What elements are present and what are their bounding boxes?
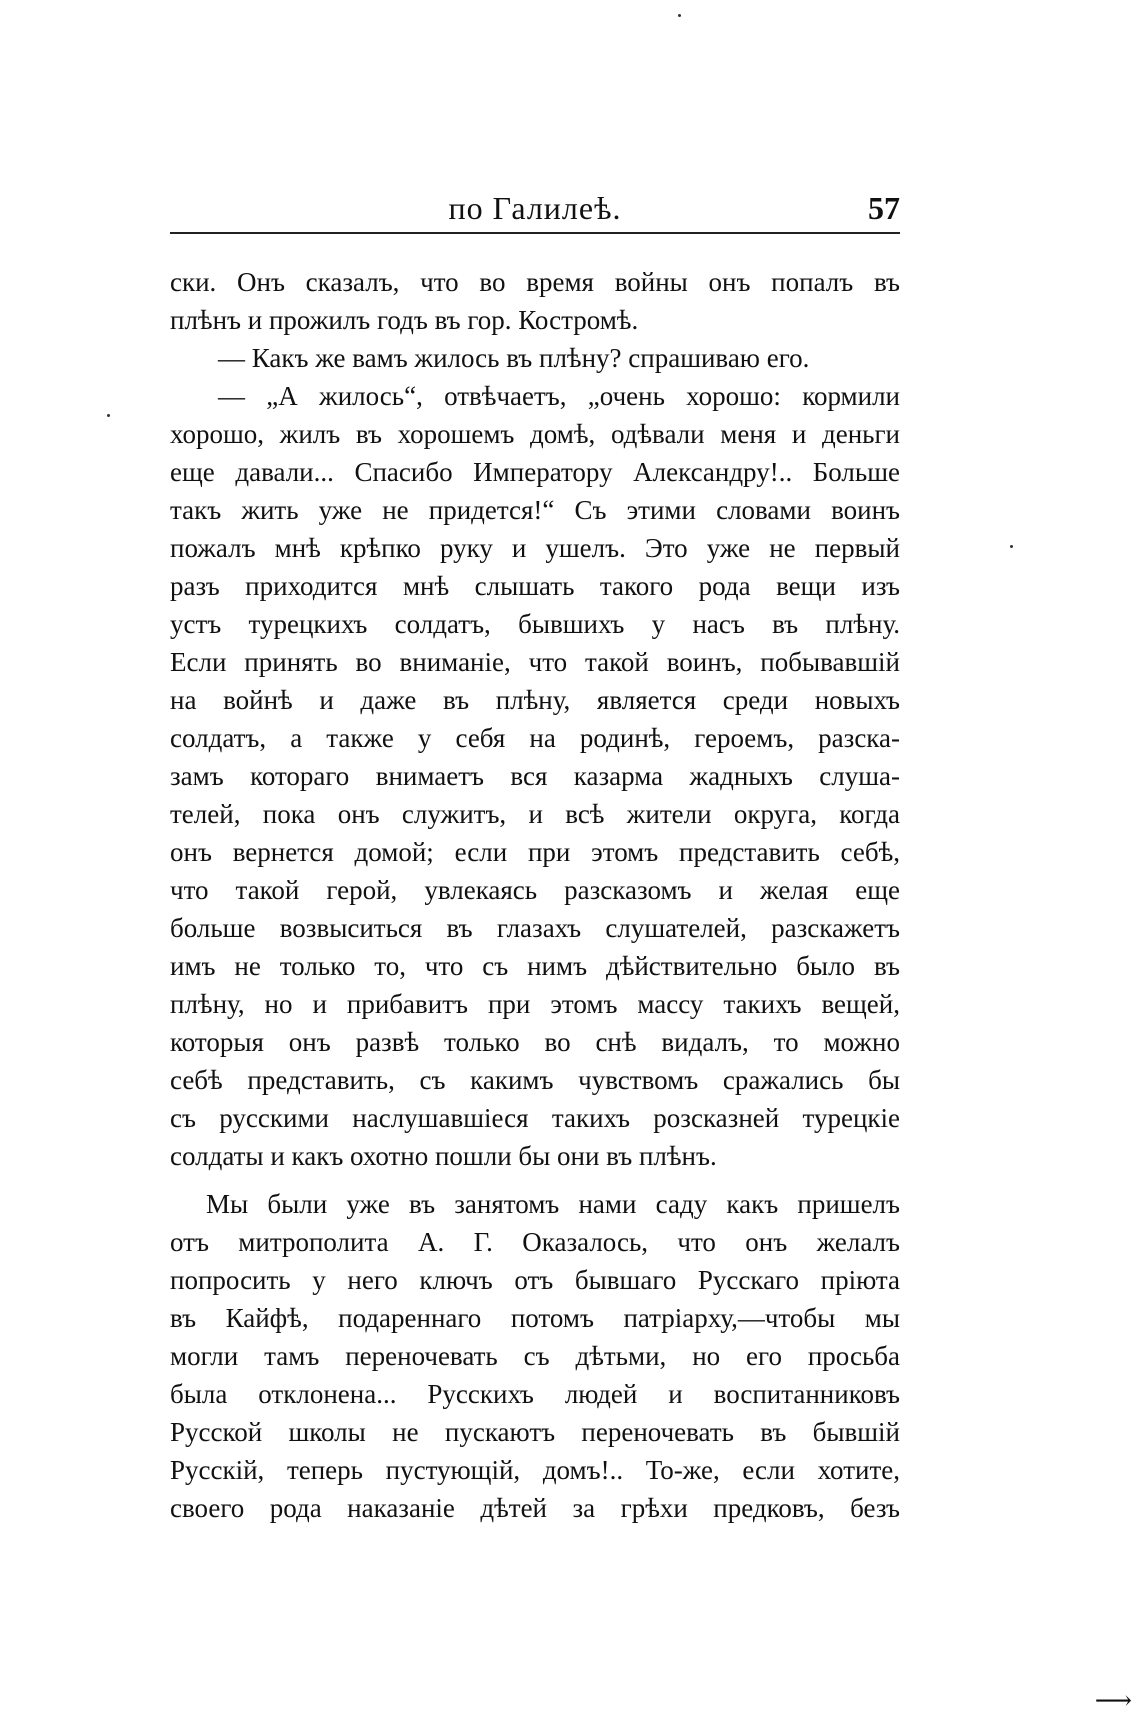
text-line: плѣну, но и прибавитъ при этомъ массу такихъ вещей, bbox=[170, 989, 900, 1019]
text-line: еще давали... Спасибо Императору Александру!.. Больше bbox=[170, 457, 900, 487]
paragraph bbox=[170, 1185, 900, 1527]
text-line: устъ турецкихъ солдатъ, бывшихъ у насъ въ плѣну. bbox=[170, 609, 900, 639]
text-line: Мы были уже въ занятомъ нами саду какъ пришелъ bbox=[206, 1189, 900, 1219]
text-line: себѣ представить, съ какимъ чувствомъ сражались бы bbox=[170, 1065, 900, 1095]
text-line: Если принять во вниманіе, что такой воинъ, побывавшій bbox=[170, 647, 900, 677]
text-line: солдаты и какъ охотно пошли бы они въ плѣнъ. bbox=[170, 1141, 717, 1171]
paragraph-gap bbox=[170, 1175, 900, 1185]
text-line: солдатъ, а также у себя на родинѣ, героемъ, разска- bbox=[170, 723, 900, 753]
paragraph bbox=[170, 339, 900, 377]
text-line: могли тамъ переночевать съ дѣтьми, но его просьба bbox=[170, 1341, 900, 1371]
paragraph bbox=[170, 263, 900, 339]
text-line: попросить у него ключъ отъ бывшаго Русскаго пріюта bbox=[170, 1265, 900, 1295]
body-text bbox=[170, 263, 900, 1527]
running-title: по Галилеѣ. bbox=[448, 190, 622, 226]
header-rule bbox=[170, 232, 900, 234]
paragraph bbox=[170, 377, 900, 1175]
text-line: такъ жить уже не придется!“ Съ этими словами воинъ bbox=[170, 495, 900, 525]
running-header bbox=[170, 188, 900, 236]
page-number: 57 bbox=[868, 190, 900, 226]
text-line: которыя онъ развѣ только во снѣ видалъ, то можно bbox=[170, 1027, 900, 1057]
text-line: ски. Онъ сказалъ, что во время войны онъ попалъ въ bbox=[170, 267, 900, 297]
page-turn-arrow-icon: ⟶ bbox=[1094, 1686, 1132, 1715]
text-line: Русской школы не пускаютъ переночевать въ бывшій bbox=[170, 1417, 900, 1447]
text-line: что такой герой, увлекаясь разсказомъ и желая еще bbox=[170, 875, 900, 905]
scan-speck bbox=[678, 14, 681, 17]
text-line: пожалъ мнѣ крѣпко руку и ушелъ. Это уже не первый bbox=[170, 533, 900, 563]
text-line: телей, пока онъ служитъ, и всѣ жители округа, когда bbox=[170, 799, 900, 829]
text-line: въ Кайфѣ, подареннаго потомъ патріарху,—чтобы мы bbox=[170, 1303, 900, 1333]
scan-speck bbox=[1010, 545, 1013, 548]
text-line: съ русскими наслушавшіеся такихъ розсказней турецкіе bbox=[170, 1103, 900, 1133]
text-line: своего рода наказаніе дѣтей за грѣхи предковъ, безъ bbox=[170, 1493, 900, 1523]
text-line: плѣнъ и прожилъ годъ въ гор. Костромѣ. bbox=[170, 305, 639, 335]
scan-speck bbox=[107, 414, 110, 417]
text-line: хорошо, жилъ въ хорошемъ домѣ, одѣвали меня и деньги bbox=[170, 419, 900, 449]
text-line: онъ вернется домой; если при этомъ представить себѣ, bbox=[170, 837, 900, 867]
text-line: — Какъ же вамъ жилось въ плѣну? спрашиваю его. bbox=[218, 343, 810, 373]
text-line: отъ митрополита А. Г. Оказалось, что онъ желалъ bbox=[170, 1227, 900, 1257]
text-line: была отклонена... Русскихъ людей и воспитанниковъ bbox=[170, 1379, 900, 1409]
text-line: имъ не только то, что съ нимъ дѣйствительно было въ bbox=[170, 951, 900, 981]
text-line: больше возвыситься въ глазахъ слушателей, разскажетъ bbox=[170, 913, 900, 943]
text-line: разъ приходится мнѣ слышать такого рода вещи изъ bbox=[170, 571, 900, 601]
text-line: на войнѣ и даже въ плѣну, является среди новыхъ bbox=[170, 685, 900, 715]
text-line: замъ котораго внимаетъ вся казарма жадныхъ слуша- bbox=[170, 761, 900, 791]
text-line: — „А жилось“, отвѣчаетъ, „очень хорошо: кормили bbox=[218, 381, 900, 411]
text-line: Русскій, теперь пустующій, домъ!.. То-же, если хотите, bbox=[170, 1455, 900, 1485]
